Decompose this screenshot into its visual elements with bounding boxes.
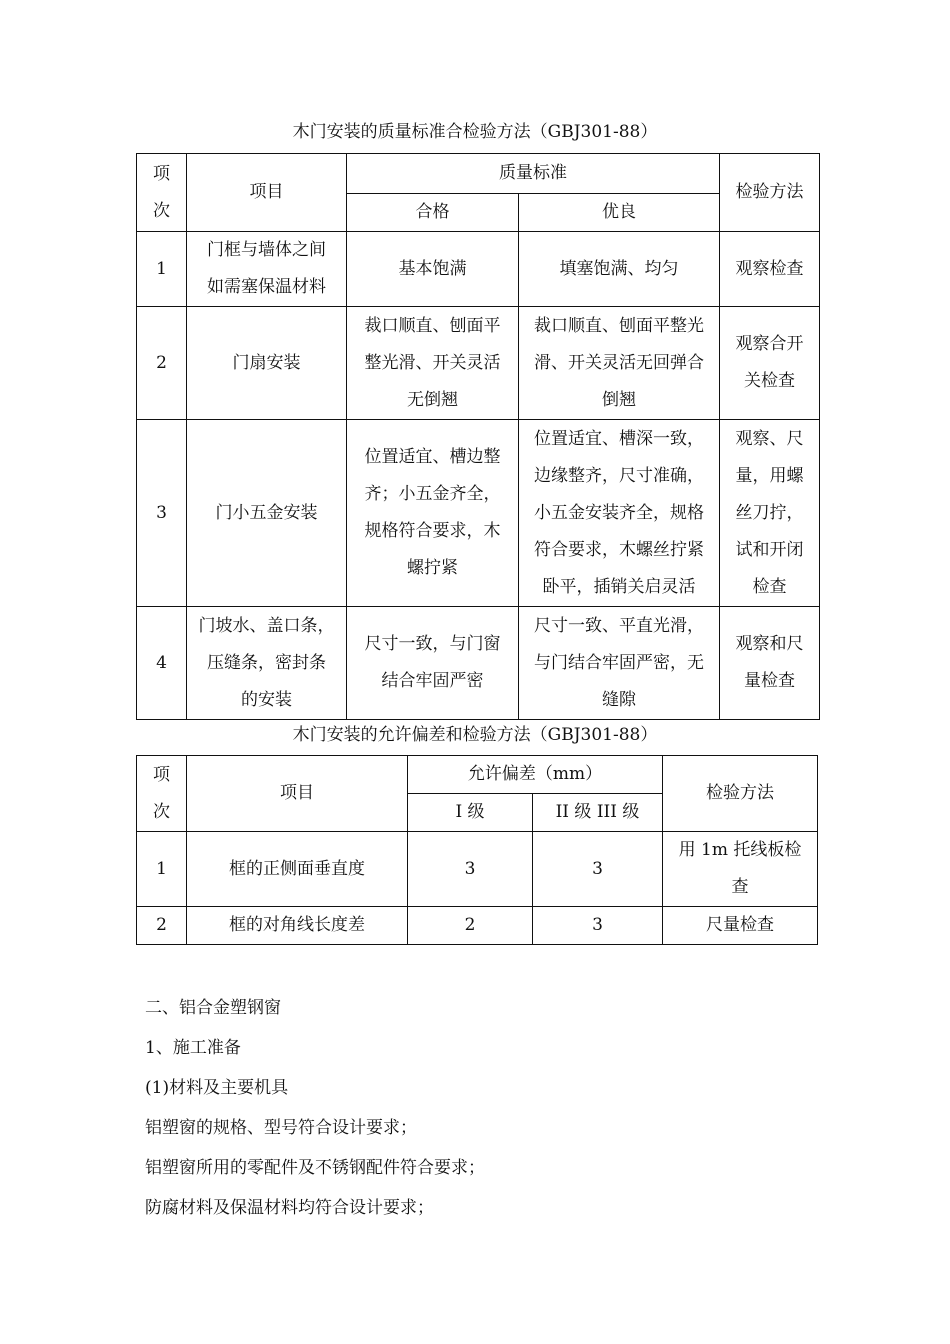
- row-item: 框的对角线长度差: [187, 907, 408, 945]
- table-row: [137, 420, 820, 607]
- header-no: 项 次: [137, 756, 187, 832]
- row-grade23: 3: [533, 907, 663, 945]
- subsection-heading: 1、施工准备: [145, 1038, 241, 1058]
- row-good: 填塞饱满、均匀: [519, 232, 720, 307]
- row-pass: 裁口顺直、刨面平 整光滑、开关灵活 无倒翘: [347, 307, 519, 420]
- header-method: 检验方法: [663, 756, 818, 832]
- table-row: [137, 832, 818, 907]
- row-method: 观察检查: [720, 232, 820, 307]
- subsubsection-heading: (1)材料及主要机具: [145, 1078, 289, 1098]
- body-text: 铝塑窗的规格、型号符合设计要求；: [145, 1118, 417, 1138]
- body-text: 铝塑窗所用的零配件及不锈钢配件符合要求；: [145, 1158, 485, 1178]
- table-row: [137, 307, 820, 420]
- row-method: 观察合开 关检查: [720, 307, 820, 420]
- row-no: 2: [137, 907, 187, 945]
- row-no: 1: [137, 832, 187, 907]
- row-pass: 基本饱满: [347, 232, 519, 307]
- body-text: 防腐材料及保温材料均符合设计要求；: [145, 1198, 434, 1218]
- table1-caption: 木门安装的质量标准合检验方法（GBJ301-88）: [292, 122, 658, 142]
- row-grade23: 3: [533, 832, 663, 907]
- header-no: 项 次: [137, 154, 187, 232]
- row-pass: 位置适宜、槽边整 齐；小五金齐全， 规格符合要求，木 螺拧紧: [347, 420, 519, 607]
- table-row: [137, 232, 820, 307]
- row-no: 2: [137, 307, 187, 420]
- header-standard: 质量标准: [347, 154, 720, 194]
- row-no: 1: [137, 232, 187, 307]
- header-good: 优良: [519, 194, 720, 232]
- row-pass: 尺寸一致，与门窗 结合牢固严密: [347, 607, 519, 720]
- row-item: 门坡水、盖口条， 压缝条，密封条 的安装: [187, 607, 347, 720]
- row-good: 尺寸一致、平直光滑， 与门结合牢固严密，无 缝隙: [519, 607, 720, 720]
- header-item: 项目: [187, 154, 347, 232]
- header-item: 项目: [187, 756, 408, 832]
- row-method: 尺量检查: [663, 907, 818, 945]
- row-method: 观察、尺 量，用螺 丝刀拧， 试和开闭 检查: [720, 420, 820, 607]
- table-row: [137, 907, 818, 945]
- row-good: 裁口顺直、刨面平整光 滑、开关灵活无回弹合 倒翘: [519, 307, 720, 420]
- row-method: 观察和尺 量检查: [720, 607, 820, 720]
- row-item: 门小五金安装: [187, 420, 347, 607]
- row-grade1: 2: [408, 907, 533, 945]
- tolerance-table: [136, 755, 818, 945]
- table-row: [137, 607, 820, 720]
- row-good: 位置适宜、槽深一致， 边缘整齐，尺寸准确， 小五金安装齐全，规格 符合要求，木螺丝拧紧 卧平，插销关启灵活: [519, 420, 720, 607]
- header-tolerance: 允许偏差（mm）: [408, 756, 663, 794]
- header-grade1: I 级: [408, 794, 533, 832]
- header-grade23: II 级 III 级: [533, 794, 663, 832]
- quality-standard-table: [136, 153, 820, 720]
- section-heading: 二、铝合金塑钢窗: [145, 998, 281, 1018]
- row-no: 4: [137, 607, 187, 720]
- header-method: 检验方法: [720, 154, 820, 232]
- row-item: 门框与墙体之间 如需塞保温材料: [187, 232, 347, 307]
- header-pass: 合格: [347, 194, 519, 232]
- row-grade1: 3: [408, 832, 533, 907]
- table2-caption: 木门安装的允许偏差和检验方法（GBJ301-88）: [292, 725, 658, 745]
- row-item: 框的正侧面垂直度: [187, 832, 408, 907]
- row-no: 3: [137, 420, 187, 607]
- row-method: 用 1m 托线板检 查: [663, 832, 818, 907]
- row-item: 门扇安装: [187, 307, 347, 420]
